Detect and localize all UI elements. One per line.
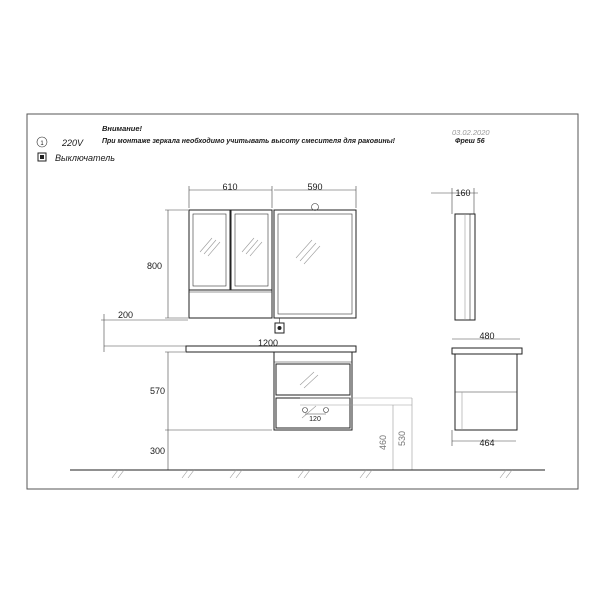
- dim-counter-width: 1200: [257, 338, 279, 348]
- mirror-power-icon: [312, 204, 319, 211]
- dim-vanity-height: 570: [150, 386, 166, 396]
- floor-hatch: [112, 470, 512, 478]
- drawing-border: [27, 114, 578, 489]
- dim-pipe-spacing: 120: [309, 416, 321, 423]
- pipe-inlet-left: [303, 408, 308, 413]
- dim-counter-depth: 480: [479, 331, 495, 341]
- power-label: 220V: [62, 138, 84, 148]
- drawing-date: 03.02.2020: [452, 128, 490, 137]
- pipe-inlet-right: [324, 408, 329, 413]
- dim-pipe-height-2: 530: [397, 430, 407, 446]
- power-symbol: 1: [40, 141, 44, 147]
- switch-label: Выключатель: [55, 153, 115, 163]
- dim-cabinet-width: 610: [222, 182, 238, 192]
- dim-depth-top: 160: [455, 188, 471, 198]
- dim-mirror-width: 590: [307, 182, 323, 192]
- product-name: Фреш 56: [455, 138, 485, 145]
- cabinet-door-right: [231, 210, 272, 290]
- dim-mirror-height: 800: [147, 261, 163, 271]
- mirror: [274, 204, 356, 319]
- vanity-drawer-bottom: [276, 398, 350, 428]
- dim-shelf-offset: 200: [118, 310, 134, 320]
- dim-floor-height: 300: [150, 446, 166, 456]
- dim-base-depth: 464: [479, 438, 495, 448]
- wall-cabinet: [189, 210, 272, 318]
- side-countertop: [452, 348, 522, 354]
- dim-pipe-height-1: 460: [378, 434, 388, 450]
- cabinet-door-left: [189, 210, 230, 290]
- warning-title: Внимание!: [102, 124, 143, 133]
- warning-text: При монтаже зеркала необходимо учитывать высоту смесителя для раковины!: [102, 138, 396, 145]
